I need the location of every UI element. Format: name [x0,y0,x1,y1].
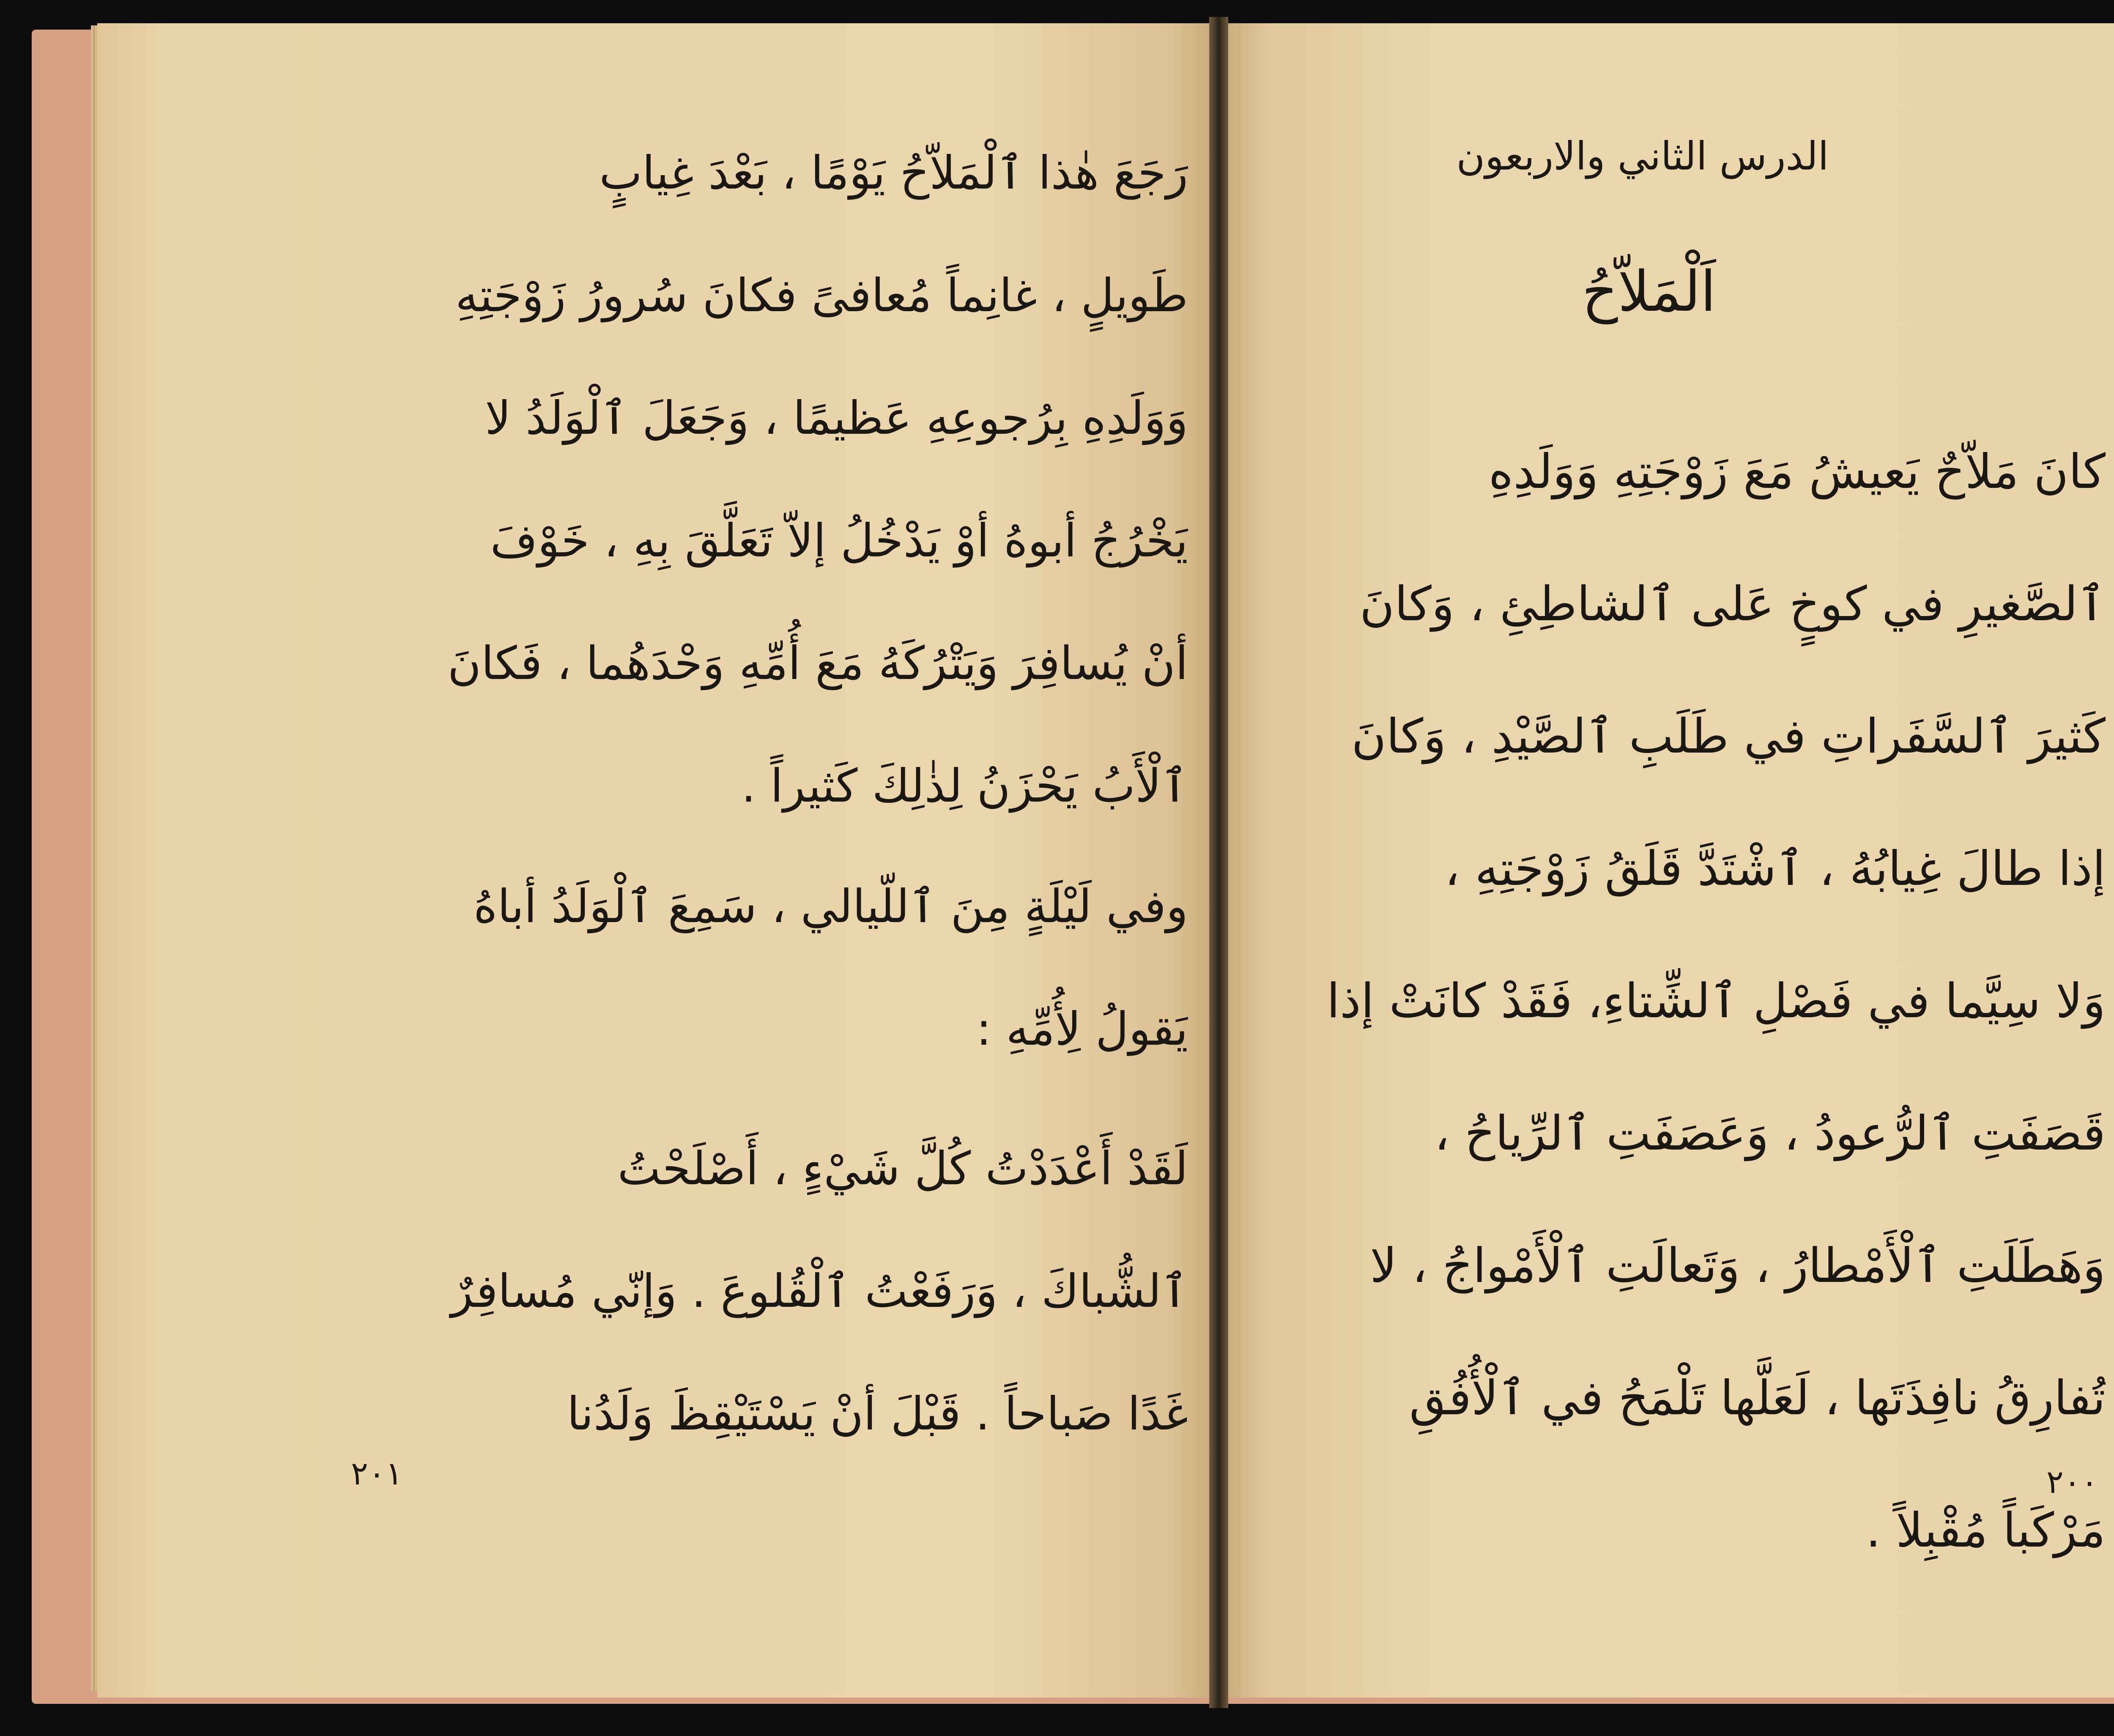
page-number-left: ٢٠١ [351,1454,403,1492]
text-line: وَلا سِيَّما في فَصْلِ ٱلشِّتاءِ، فَقَدْ كانَتْ إذا [1326,974,2106,1029]
text-line: ٱلشُّباكَ ، وَرَفَعْتُ ٱلْقُلوعَ . وَإنّي مُسافِرٌ [451,1265,1188,1318]
text-line: أنْ يُسافِرَ وَيَتْرُكَهُ مَعَ أُمِّهِ وَحْدَهُما ، فَكانَ [447,637,1188,690]
text-line: كَثيرَ ٱلسَّفَراتِ في طَلَبِ ٱلصَّيْدِ ، وَكانَ [1351,709,2106,764]
right-page-paragraph [1260,406,2106,1597]
text-line: غَدًا صَباحاً . قَبْلَ أنْ يَسْتَيْقِظَ وَلَدُنا [567,1388,1188,1440]
left-page-paragraph-2 [326,846,1188,1091]
text-line: تُفارِقُ نافِذَتَها ، لَعَلَّها تَلْمَحُ في ٱلْأُفُقِ [1409,1371,2106,1426]
text-line: مَرْكَباً مُقْبِلاً . [1865,1503,2106,1558]
text-line: كانَ مَلاّحٌ يَعيشُ مَعَ زَوْجَتِهِ وَوَلَدِهِ [1488,444,2106,499]
lesson-heading: الدرس الثاني والاربعون [1456,134,1829,179]
text-line: يَقولُ لِأُمِّهِ : [976,1003,1188,1056]
text-line: طَويلٍ ، غانِماً مُعافىً فكانَ سُرورُ زَوْجَتِهِ [455,269,1188,322]
text-line: قَصَفَتِ ٱلرُّعودُ ، وَعَصَفَتِ ٱلرِّياحُ ، [1434,1106,2106,1161]
left-page-paragraph-1 [326,112,1188,848]
text-line: ٱلصَّغيرِ في كوخٍ عَلى ٱلشاطِئِ ، وَكانَ [1360,577,2106,632]
left-page-paragraph-3 [326,1108,1188,1476]
text-line: وَوَلَدِهِ بِرُجوعِهِ عَظيمًا ، وَجَعَلَ ٱلْوَلَدُ لا [485,392,1188,445]
book-gutter [1209,17,1228,1708]
text-line: لَقَدْ أَعْدَدْتُ كُلَّ شَيْءٍ ، أَصْلَحْتُ [617,1142,1188,1195]
story-title: اَلْمَلاّحُ [1582,259,1716,324]
text-line: ٱلْأَبُ يَحْزَنُ لِذٰلِكَ كَثيراً . [741,760,1188,813]
text-line: وفي لَيْلَةٍ مِنَ ٱللّيالي ، سَمِعَ ٱلْوَلَدُ أباهُ [473,880,1188,933]
text-line: إذا طالَ غِيابُهُ ، ٱشْتَدَّ قَلَقُ زَوْجَتِهِ ، [1444,841,2106,896]
page-number-right: ٢٠٠ [2046,1463,2098,1501]
text-line: وَهَطَلَتِ ٱلْأَمْطارُ ، وَتَعالَتِ ٱلْأَمْواجُ ، لا [1370,1238,2106,1293]
text-line: يَخْرُجُ أبوهُ أوْ يَدْخُلُ إلاّ تَعَلَّقَ بِهِ ، خَوْفَ [490,515,1188,567]
text-line: رَجَعَ هٰذا ٱلْمَلاّحُ يَوْمًا ، بَعْدَ غِيابٍ [599,147,1188,200]
